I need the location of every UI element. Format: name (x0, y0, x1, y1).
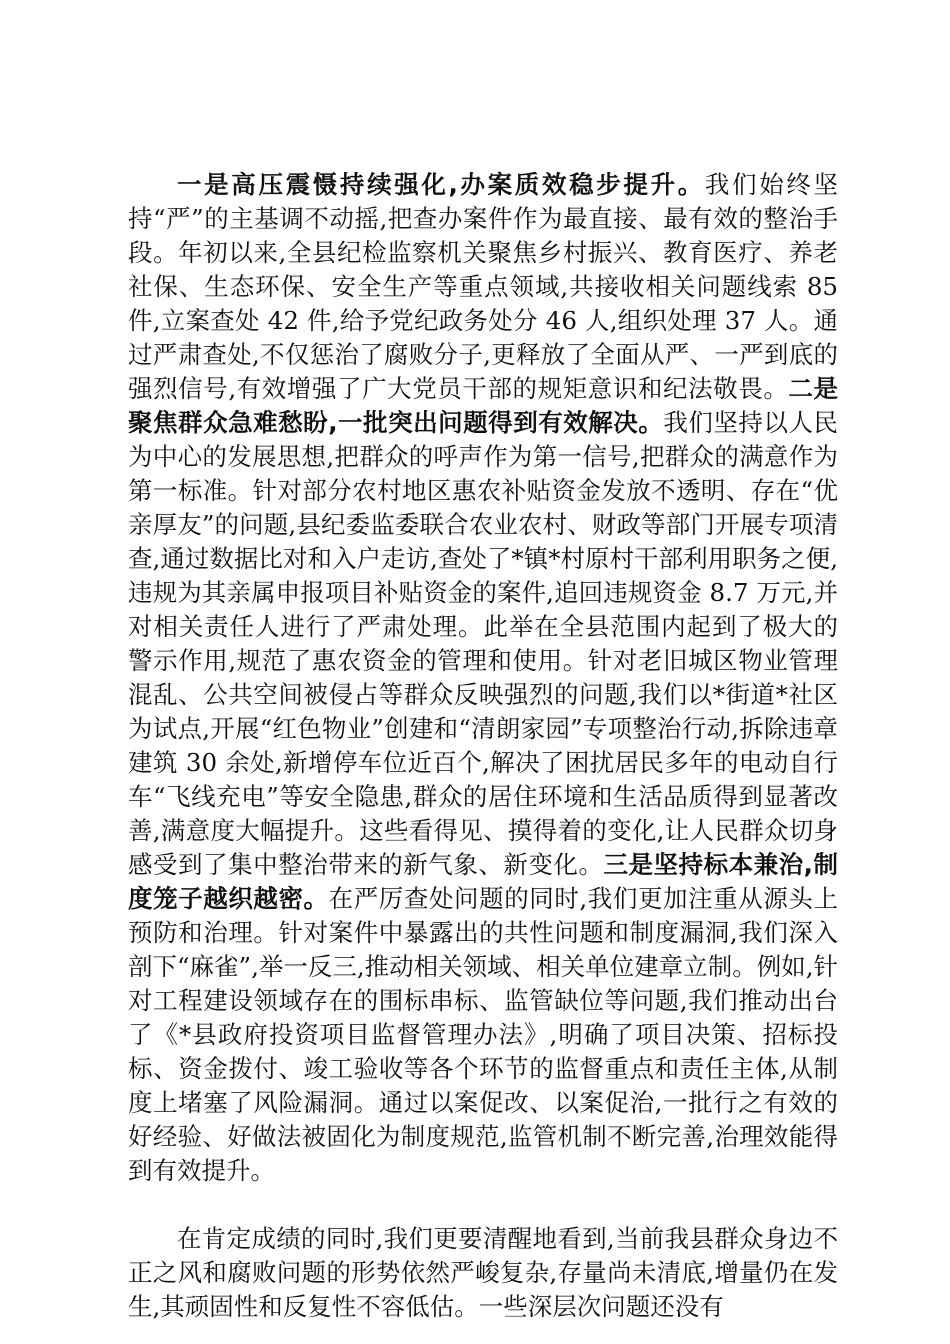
document-page (128, 168, 838, 1324)
heading-point-two: 二是聚焦群众急难愁盼,一批突出问题得到有效解决。 (128, 374, 839, 437)
heading-point-three: 三是坚持标本兼治,制度笼子越织越密。 (128, 850, 838, 913)
body-text-point-one: 我们始终坚持“严”的主基调不动摇,把查办案件作为最直接、最有效的整治手段。年初以来,全县纪检监察机关聚焦乡村振兴、教育医疗、养老社保、生态环保、安全生产等重点领域,共接收相关问题线索 85 件,立案查处 42 件,给予党纪政务处分 46 人,组织处理 37 人。通过严肃查处,不仅惩治了腐败分子,更释放了全面从严、一严到底的强烈信号,有效增强了广大党员干部的规矩意识和纪法敬畏。 (128, 170, 839, 403)
body-text-point-three: 在严厉查处问题的同时,我们更加注重从源头上预防和治理。针对案件中暴露出的共性问题和制度漏洞,我们深入剖下“麻雀”,举一反三,推动相关领域、相关单位建章立制。例如,针对工程建设领域存在的围标串标、监管缺位等问题,我们推动出台了《*县政府投资项目监督管理办法》,明确了项目决策、招标投标、资金拨付、竣工验收等各个环节的监督重点和责任主体,从制度上堵塞了风险漏洞。通过以案促改、以案促治,一批行之有效的好经验、好做法被固化为制度规范,监管机制不断完善,治理效能得到有效提升。 (128, 884, 839, 1185)
paragraph-achievements (128, 168, 838, 1188)
body-text-point-two: 我们坚持以人民为中心的发展思想,把群众的呼声作为第一信号,把群众的满意作为第一标准。针对部分农村地区惠农补贴资金发放不透明、存在“优亲厚友”的问题,县纪委监委联合农业农村、财政等部门开展专项清查,通过数据比对和入户走访,查处了*镇*村原村干部利用职务之便,违规为其亲属申报项目补贴资金的案件,追回违规资金 8.7 万元,并对相关责任人进行了严肃处理。此举在全县范围内起到了极大的警示作用,规范了惠农资金的管理和使用。针对老旧城区物业管理混乱、公共空间被侵占等群众反映强烈的问题,我们以*街道*社区为试点,开展“红色物业”创建和“清朗家园”专项整治行动,拆除违章建筑 30 余处,新增停车位近百个,解决了困扰居民多年的电动自行车“飞线充电”等安全隐患,群众的居住环境和生活品质得到显著改善,满意度大幅提升。这些看得见、摸得着的变化,让人民群众切身感受到了集中整治带来的新气象、新变化。 (128, 408, 839, 879)
body-text-challenges: 在肯定成绩的同时,我们更要清醒地看到,当前我县群众身边不正之风和腐败问题的形势依然严峻复杂,存量尚未清底,增量仍在发生,其顽固性和反复性不容低估。一些深层次问题还没有 (128, 1224, 838, 1321)
paragraph-challenges (128, 1222, 838, 1324)
heading-point-one: 一是高压震慑持续强化,办案质效稳步提升。 (177, 170, 705, 199)
